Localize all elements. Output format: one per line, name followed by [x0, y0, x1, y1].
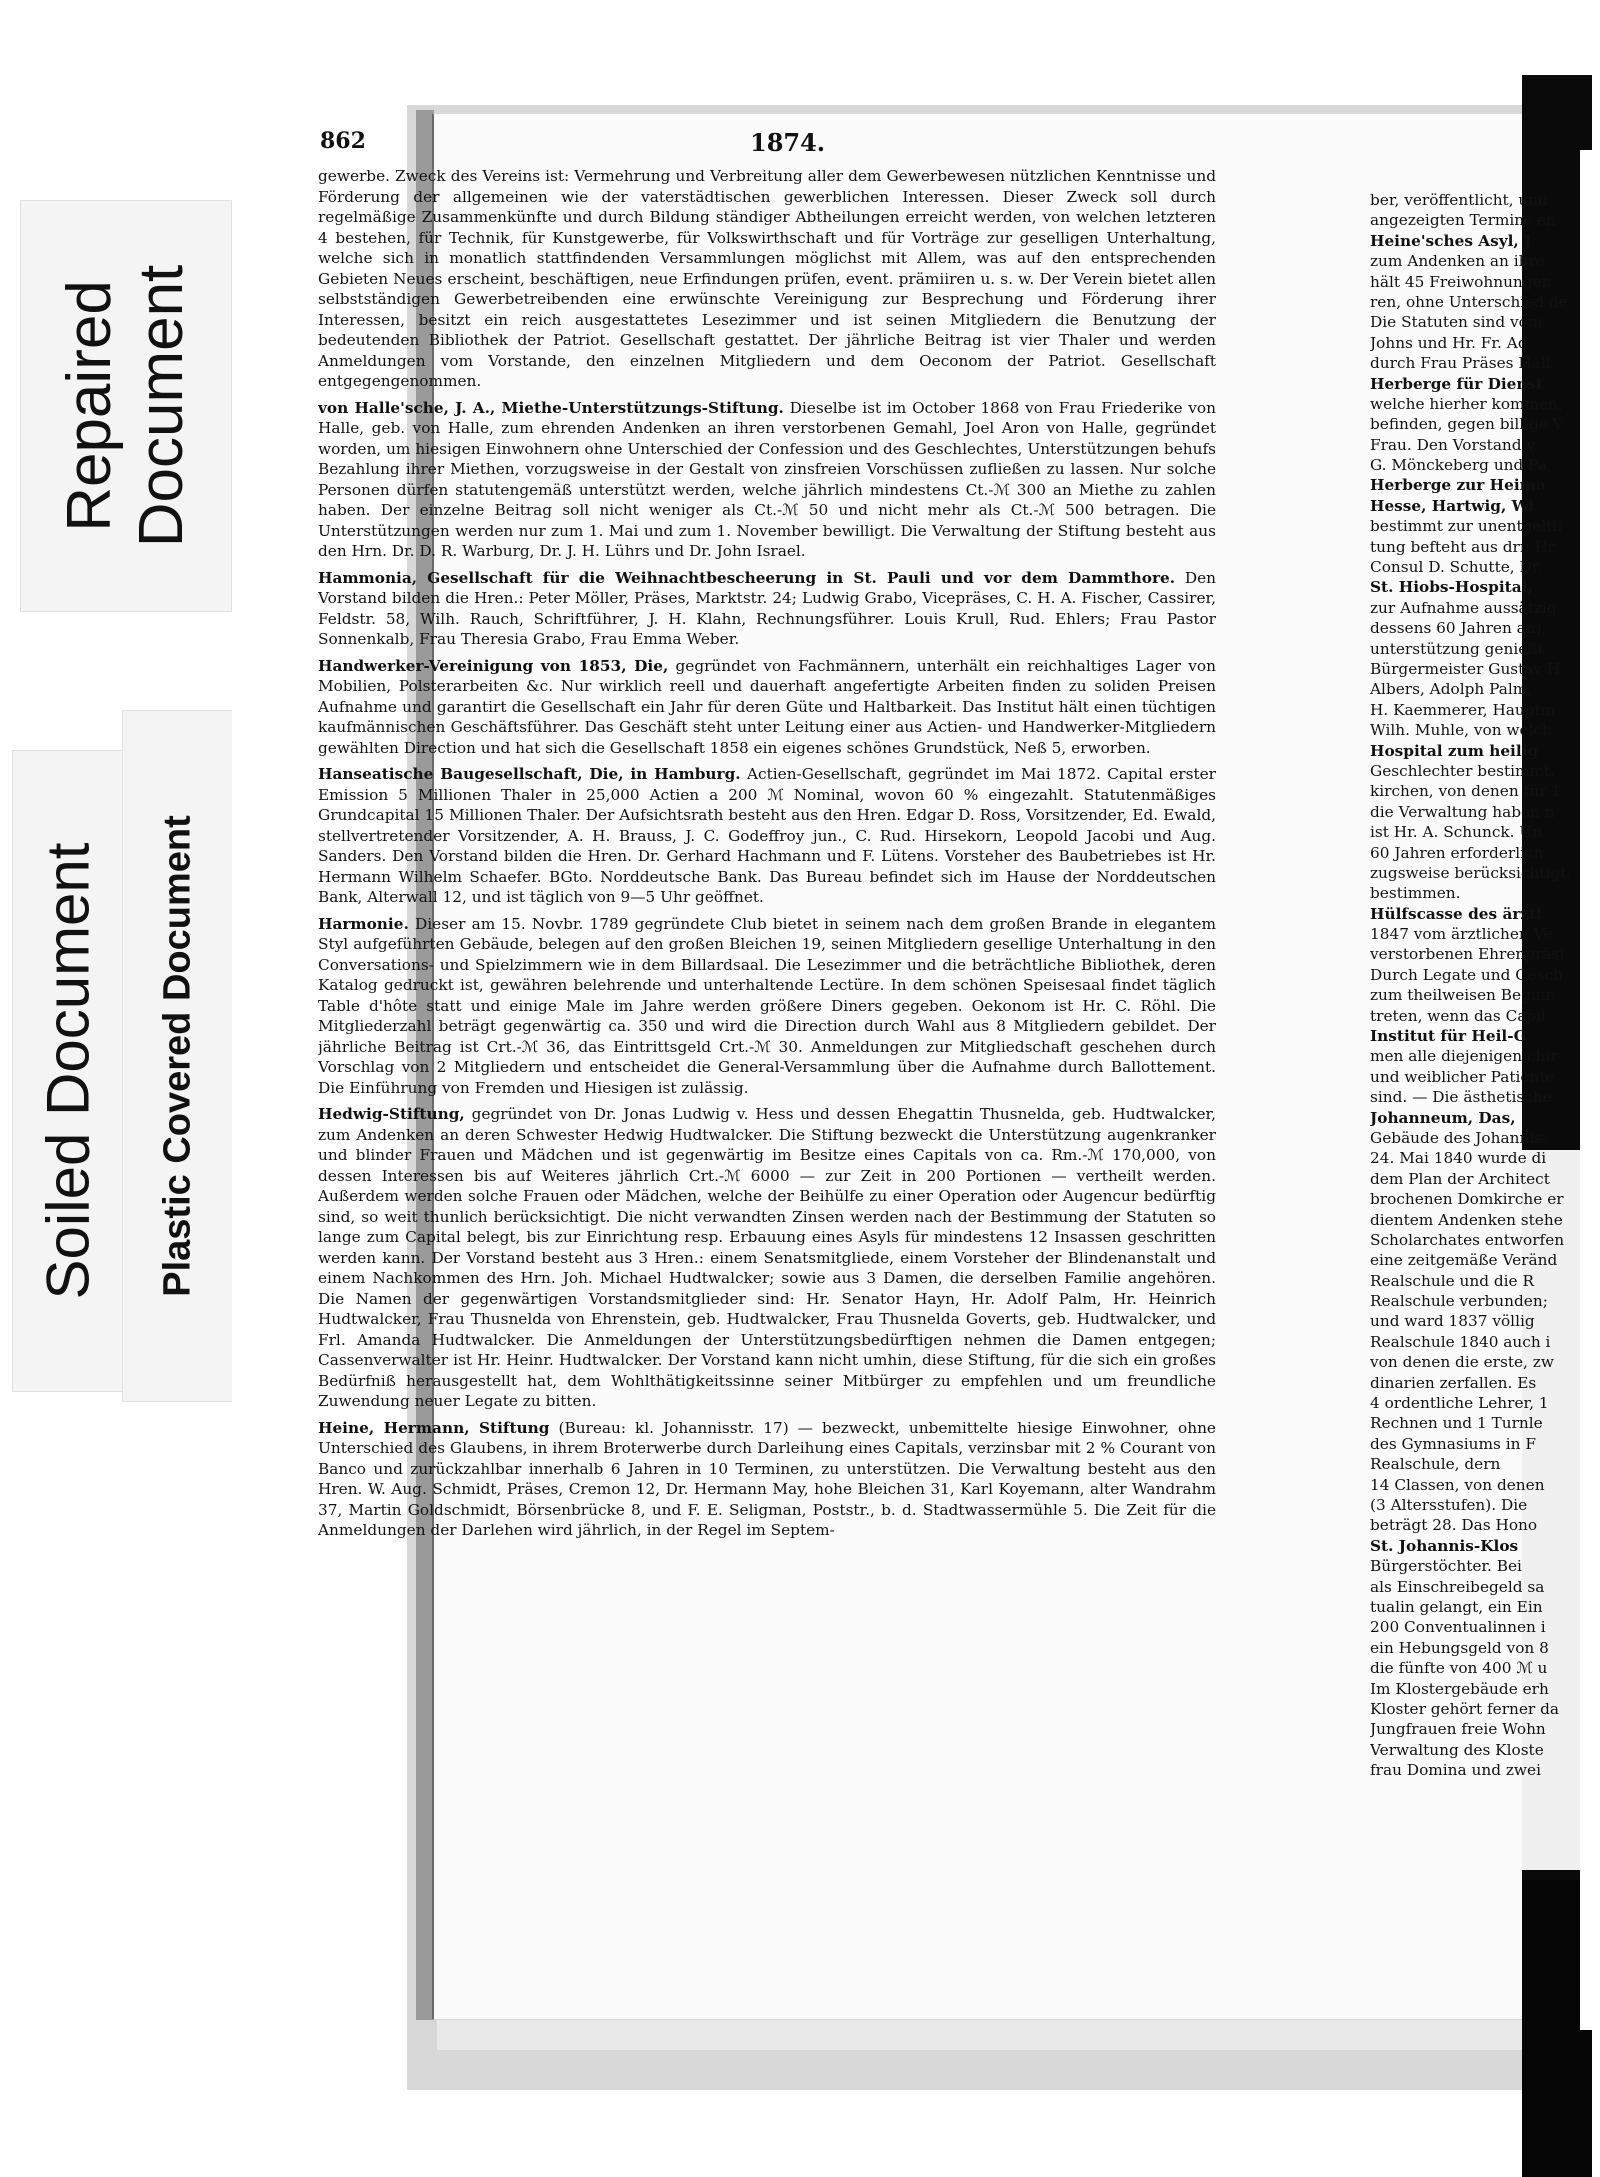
plastic-label-text: Plastic Covered Document — [156, 815, 199, 1297]
entry-halle-stiftung — [318, 398, 1216, 562]
entry-text: Dieser am 15. Novbr. 1789 gegründete Club bietet in seinem nach dem großen Brande in elegantem Styl aufgeführten Gebäude, belegen auf den großen Bleichen 19, seinen Mitgliedern gesellige Unterhaltung in den Conversations- und Spielzimmern wie in dem Billardsaal. Die Lesezimmer und die beträchtliche Bibliothek, deren Katalog gedruckt ist, gewähren belehrende und unterhaltende Lectüre. In dem schönen Speisesaal findet täglich Table d'hôte statt und einige Male im Jahre werden größere Diners gegeben. Oekonom ist Hr. C. Röhl. Die Mitgliederzahl beträgt gegenwärtig ca. 350 und wird die Direction durch Wahl aus 8 Mitgliedern gebildet. Der jährliche Beitrag ist Crt.-ℳ 36, das Eintrittsgeld Crt.-ℳ 30. Anmeldungen zur Mitgliedschaft geschehen durch Vorschlag von 2 Mitgliedern und entscheidet die General-Versammlung über die Aufnahme durch Ballottement. Die Einführung von Fremden und Hiesigen ist zulässig. — [318, 914, 1216, 1097]
entry-heine-stiftung — [318, 1418, 1216, 1541]
right-column-line: 1847 vom ärztlichen Ve — [1370, 925, 1553, 944]
page-header — [320, 128, 1200, 158]
right-column-line: unterstützung genießt. — [1370, 639, 1549, 658]
right-column-line: tualin gelangt, ein Ein — [1370, 1597, 1543, 1616]
entry-text: Den Vorstand bilden die Hren.: Peter Möller, Präses, Marktstr. 24; Ludwig Grabo, Vicepräses, C. H. A. Fischer, Cassirer, Feldstr. 58, Wilh. Rauch, Schriftführer, J. H. Klahn, Rechnungsführer. Louis Krull, Rud. Ehlers; Frau Pastor Sonnenkalb, Frau Theresia Grabo, Frau Emma Weber. — [318, 568, 1216, 648]
right-column-line: ein Hebungsgeld von 8 — [1370, 1638, 1549, 1657]
right-column-line: 200 Conventualinnen i — [1370, 1618, 1546, 1637]
right-column-line: 60 Jahren erforderlich — [1370, 843, 1544, 862]
right-column-line: als Einschreibegeld sa — [1370, 1577, 1545, 1596]
right-column-line: Bürgerstöchter. Bei — [1370, 1557, 1522, 1576]
right-column-line: dessens 60 Jahren an), — [1370, 619, 1547, 638]
entry-title: Hedwig-Stiftung, — [318, 1105, 465, 1123]
entry-text: gegründet von Dr. Jonas Ludwig v. Hess und dessen Ehegattin Thusnelda, geb. Hudtwalcker, zum Andenken an deren Schwester Hedwig Hudtwalcker. Die Stiftung bezweckt die Unterstützung augenkranker und blinder Frauen und Mädchen und ist gegenwärtig im Besitze eines Capitals von ca. Rm.-ℳ 170,000, von dessen Interessen bis auf Weiteres jährlich Crt.-ℳ 6000 — zur Zeit in 200 Portionen — vertheilt werden. Außerdem werden solche Frauen oder Mädchen, welche der Beihülfe zu einer Operation oder Augencur bedürftig sind, so weit thunlich berücksichtigt. Die nicht verwandten Zinsen werden nach der Bestimmung der Statuten so lange zum Capital belegt, bis zur Einrichtung resp. Erbauung eines Asyls für mindestens 12 Insassen geschritten werden kann. Der Vorstand besteht aus 3 Hren.: einem Senatsmitgliede, einem Vorsteher der Blindenanstalt und einem Nachkommen des Hrn. Joh. Michael Hudtwalcker; sowie aus 3 Damen, die derselben Familie angehören. Die Namen der gegenwärtigen Vorstandsmitglieder sind: Hr. Senator Hayn, Hr. Adolf Palm, Hr. Heinrich Hudtwalcker, Frau Thusnelda von Ehrenstein, geb. Hudtwalcker, Frau Thusnelda Goverts, geb. Hudtwalcker, und Frl. Amanda Hudtwalcker. Die Anmeldungen der Unterstützungsbedürftigen nehmen die Damen entgegen; Cassenverwalter ist Hr. Heinr. Hudtwalcker. Der Vorstand kann nicht umhin, diese Stiftung, für die sich ein großes Bedürfniß herausgestellt hat, dem Wohlthätigkeitssinne seiner Mitbürger zu empfehlen und um freundliche Zuwendung neuer Legate zu bitten. — [318, 1105, 1216, 1410]
right-column-line: St. Johannis-Klos — [1370, 1536, 1519, 1555]
right-column-line: Die Statuten sind vom — [1370, 313, 1543, 332]
right-column-line: Jungfrauen freie Wohn — [1370, 1720, 1546, 1739]
soiled-document-label — [12, 750, 124, 1392]
right-column-line: Kloster gehört ferner da — [1370, 1699, 1560, 1718]
right-column-line: durch Frau Präses Hall — [1370, 354, 1551, 373]
right-column-line: eine zeitgemäße Veränd — [1370, 1251, 1558, 1270]
main-text-column — [318, 166, 1216, 1926]
right-column-line: Hospital zum heilig — [1370, 741, 1539, 760]
right-column-line: Rechnen und 1 Turnle — [1370, 1414, 1543, 1433]
right-column-line: Durch Legate und Gesch — [1370, 965, 1563, 984]
right-column-line: tung befteht aus drn Hr — [1370, 537, 1556, 556]
right-column-line: Realschule, dern — [1370, 1455, 1501, 1474]
entry-title: Hammonia, Gesellschaft für die Weihnachtbescheerung in St. Pauli und vor dem Dammthore. — [318, 568, 1176, 587]
right-column-line: des Gymnasiums in F — [1370, 1434, 1536, 1453]
entry-title: Heine, Hermann, Stiftung — [318, 1418, 550, 1437]
right-column-line: zum theilweisen Beginn — [1370, 986, 1556, 1005]
right-column-line: Institut für Heil-G — [1370, 1027, 1527, 1046]
right-column-line: kirchen, von denen für 1 — [1370, 782, 1561, 801]
entry-text: Actien-Gesellschaft, gegründet im Mai 1872. Capital erster Emission 5 Millionen Thaler in 25,000 Actien a 200 ℳ Nominal, wovon 60 % eingezahlt. Statutenmäßiges Grundcapital 15 Millionen Thaler. Der Aufsichtsrath besteht aus den Hren. Edgar D. Ross, Vorsitzender, Ed. Ewald, stellvertretender Vorsitzender, A. H. Brauss, J. C. Godeffroy jun., C. Rud. Hirsekorn, Leopold Jacobi und Aug. Sanders. Den Vorstand bilden die Hren. Dr. Gerhard Hachmann und F. Lütens. Vorsteher des Baubetriebes ist Hr. Hermann Wilhelm Schaefer. BGto. Norddeutsche Bank. Das Bureau befindet sich im Hause der Norddeutschen Bank, Alterwall 12, und ist täglich von 9—5 Uhr geöffnet. — [318, 765, 1216, 906]
repaired-label-line1: Repaired — [55, 280, 124, 532]
right-column-line: Consul D. Schutte, Dr. — [1370, 558, 1543, 577]
right-column-line: frau Domina und zwei — [1370, 1761, 1541, 1780]
right-column-line: die Verwaltung haben n — [1370, 802, 1555, 821]
plastic-covered-document-label — [122, 710, 234, 1402]
right-column-line: und weiblicher Patiente — [1370, 1067, 1555, 1086]
page-year-heading: 1874. — [750, 128, 826, 157]
right-column-line: Realschule verbunden; — [1370, 1292, 1548, 1311]
right-column-line: Johanneum, Das, — [1370, 1108, 1516, 1127]
right-column-line: Johns und Hr. Fr. Ad. — [1370, 333, 1533, 352]
right-column-line: G. Mönckeberg und Pa — [1370, 456, 1547, 475]
page-number: 862 — [320, 128, 366, 154]
right-column-line: Heine'sches Asyl, J — [1370, 231, 1532, 250]
right-column-line: 4 ordentliche Lehrer, 1 — [1370, 1394, 1549, 1413]
right-column-line: hält 45 Freiwohnungen — [1370, 272, 1552, 291]
right-column-line: bestimmt zur unentgeltli — [1370, 517, 1563, 536]
right-column-line: Realschule 1840 auch i — [1370, 1332, 1551, 1351]
right-page-text-column — [1370, 190, 1600, 2060]
right-column-line: zugsweise berücksichtigt. — [1370, 863, 1572, 882]
right-column-line: Geschlechter bestimmt. — [1370, 761, 1556, 780]
right-column-line: ber, veröffentlicht, und — [1370, 191, 1548, 209]
right-column-line: welche hierher kommen, — [1370, 394, 1563, 413]
right-column-line: Gebäude des Johannis- — [1370, 1128, 1548, 1147]
repaired-document-label — [20, 200, 232, 612]
right-column-line: 14 Classen, von denen — [1370, 1475, 1545, 1494]
right-column-line: zum Andenken an ihre — [1370, 252, 1545, 271]
entry-harmonie — [318, 914, 1216, 1099]
right-column-line: Hesse, Hartwig, Wi — [1370, 496, 1535, 515]
right-column-line: brochenen Domkirche er — [1370, 1190, 1564, 1209]
right-column-line: Herberge zur Heima — [1370, 476, 1546, 495]
right-column-line: Hülfscasse des ärztl — [1370, 904, 1542, 923]
entry-hedwig-stiftung — [318, 1104, 1216, 1412]
right-column-line: sind. — Die ästhetische — [1370, 1088, 1552, 1107]
right-column-line: Wilh. Muhle, von welch — [1370, 721, 1552, 740]
right-column-line: bestimmen. — [1370, 884, 1461, 903]
soiled-label-text: Soiled Document — [34, 842, 102, 1300]
entry-title: Hanseatische Baugesellschaft, Die, in Hamburg. — [318, 765, 741, 783]
right-column-line: ist Hr. A. Schunck. Un — [1370, 823, 1543, 842]
right-column-line: befinden, gegen billige V — [1370, 415, 1564, 434]
entry-title: Harmonie. — [318, 914, 409, 933]
intro-paragraph: gewerbe. Zweck des Vereins ist: Vermehrung und Verbreitung aller dem Gewerbewesen nützlichen Kenntnisse und Förderung der allgemeinen wie der vaterstädtischen gewerblichen Interessen. Dieser Zweck soll durch regelmäßige Zusammenkünfte und durch Bildung ständiger Abtheilungen erreicht werden, von welchen letzteren 4 bestehen, für Technik, für Kunstgewerbe, für Volkswirthschaft und für Vorträge zur geselligen Unterhaltung, welche sich in monatlich stattfindenden Versammlungen möglichst mit Allem, was auf den entsprechenden Gebieten Neues erscheint, beschäftigen, neue Erfindungen prüfen, event. prämiiren u. s. w. Der Verein bietet allen selbstständigen Gewerbetreibenden eine erwünschte Vereinigung zur Besprechung und Förderung ihrer Interessen, besitzt ein reich ausgestattetes Lesezimmer und ist seinen Mitgliedern die Benutzung der bedeutenden Bibliothek der Patriot. Gesellschaft gestattet. Der jährliche Beitrag ist vier Thaler und werden Anmeldungen vom Vorstande, den einzelnen Mitgliedern und dem Oeconom der Patriot. Gesellschaft entgegengenommen. — [318, 167, 1216, 390]
right-column-line: Realschule und die R — [1370, 1271, 1534, 1290]
right-column-line: men alle diejenigen chir — [1370, 1047, 1558, 1066]
document-condition-labels — [0, 0, 232, 2177]
right-column-line: dem Plan der Architect — [1370, 1169, 1550, 1188]
right-column-line: Scholarchates entworfen — [1370, 1230, 1565, 1249]
entry-title: von Halle'sche, J. A., Miethe-Unterstützungs-Stiftung. — [318, 398, 784, 417]
right-column-line: 24. Mai 1840 wurde di — [1370, 1149, 1547, 1168]
repaired-label-line2: Document — [127, 264, 196, 548]
right-column-line: die fünfte von 400 ℳ u — [1370, 1659, 1548, 1678]
right-column-line: angezeigten Termins en — [1370, 211, 1556, 230]
right-column-line: Verwaltung des Kloste — [1370, 1740, 1544, 1759]
right-column-line: H. Kaemmerer, Hauptm — [1370, 700, 1556, 719]
right-column-line: treten, wenn das Capit — [1370, 1006, 1548, 1025]
entry-text: (Bureau: kl. Johannisstr. 17) — bezweckt, unbemittelte hiesige Einwohner, ohne Unterschied des Glaubens, in ihrem Broterwerbe durch Darleihung eines Capitals, verzinsbar mit 2 % Courant von Banco und zurückzahlbar innerhalb 6 Jahren in 10 Terminen, zu unterstützen. Die Verwaltung besteht aus den Hren. W. Aug. Schmidt, Präses, Cremon 12, Dr. Hermann May, hohe Bleichen 31, Karl Koyemann, alter Wandrahm 37, Martin Goldschmidt, Börsenbrücke 8, und F. E. Seligman, Poststr., b. d. Stadtwassermühle 5. Die Zeit für die Anmeldungen der Darlehen wird jährlich, in der Regel im Septem- — [318, 1418, 1216, 1539]
right-column-line: und ward 1837 völlig — [1370, 1312, 1535, 1331]
right-column-line: Im Klostergebäude erh — [1370, 1679, 1549, 1698]
entry-text: Dieselbe ist im October 1868 von Frau Friederike von Halle, geb. von Halle, zum ehrenden Andenken an ihren verstorbenen Gemahl, Joel Aron von Halle, gegründet worden, um hiesigen Einwohnern ohne Unterschied der Confession und des Geschlechtes, Unterstützungen behufs Bezahlung ihrer Miethen, vorzugsweise in der Gestalt von zinsfreien Vorschüssen zufließen zu lassen. Nur solche Personen dürfen statutengemäß unterstützt werden, welche jährlich mindestens Ct.-ℳ 300 an Miethe zu zahlen haben. Der einzelne Beitrag soll nicht weniger als Ct.-ℳ 50 und nicht mehr als Ct.-ℳ 500 betragen. Die Unterstützungen werden nur zum 1. Mai und zum 1. November bewilligt. Die Verwaltung der Stiftung besteht aus den Hrn. Dr. D. R. Warburg, Dr. J. H. Lührs und Dr. John Israel. — [318, 398, 1216, 560]
entry-hammonia — [318, 568, 1216, 650]
entry-handwerker-vereinigung — [318, 656, 1216, 759]
right-column-line: beträgt 28. Das Hono — [1370, 1516, 1538, 1535]
right-column-line: Frau. Den Vorstand v — [1370, 435, 1536, 454]
right-column-line: Herberge für Dienst — [1370, 374, 1544, 393]
right-column-line: von denen die erste, zw — [1370, 1353, 1554, 1372]
right-column-line: dientem Andenken stehe — [1370, 1210, 1563, 1229]
right-column-line: ren, ohne Unterschied de — [1370, 292, 1568, 311]
entry-title: Handwerker-Vereinigung von 1853, Die, — [318, 656, 669, 675]
right-column-line: Bürgermeister Gustav H — [1370, 659, 1561, 678]
right-column-line: St. Hiobs-Hospital, — [1370, 578, 1533, 597]
right-column-line: dinarien zerfallen. Es — [1370, 1373, 1537, 1392]
entry-text: gegründet von Fachmännern, unterhält ein reichhaltiges Lager von Mobilien, Polsterarbeiten &c. Nur wirklich reell und dauerhaft angefertigte Arbeiten finden zu soliden Preisen Aufnahme und garantirt die Gesellschaft ein Jahr für deren Güte und Haltbarkeit. Das Institut hält einen tüchtigen kaufmännischen Geschäftsführer. Das Geschäft steht unter Leitung einer aus Actien- und Handwerker-Mitgliedern gewählten Direction und hat sich die Gesellschaft 1858 ein eigenes schönes Grundstück, Neß 5, erworben. — [318, 656, 1216, 757]
right-column-line: zur Aufnahme aussätzig — [1370, 598, 1557, 617]
right-column-line: verstorbenen Ehrenpräsi — [1370, 945, 1565, 964]
entry-hanseatische-baugesellschaft — [318, 764, 1216, 908]
right-column-line: (3 Altersstufen). Die — [1370, 1496, 1528, 1514]
right-column-line: Albers, Adolph Palm, — [1370, 680, 1533, 699]
